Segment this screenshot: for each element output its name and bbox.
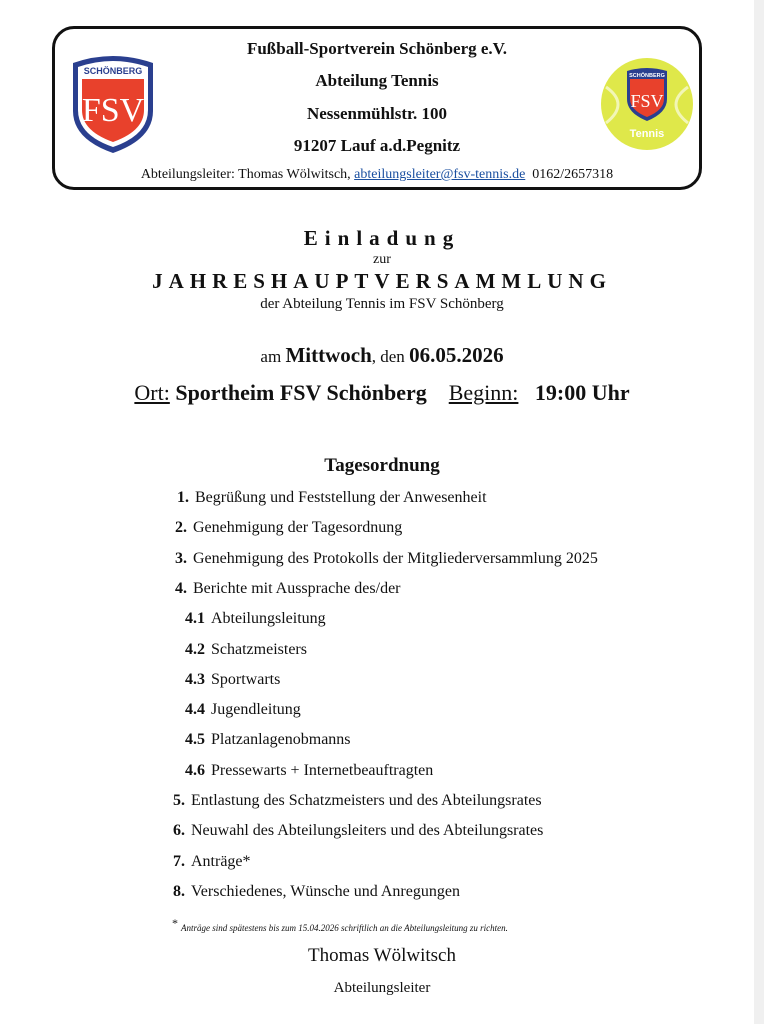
footnote-star: * [172, 916, 178, 930]
agenda-item [175, 550, 598, 568]
agenda-item [185, 731, 351, 749]
agenda-item-text: Genehmigung der Tagesordnung [193, 519, 403, 537]
place-label: Ort: [134, 380, 170, 405]
agenda-item [177, 489, 487, 507]
event-subtitle: der Abteilung Tennis im FSV Schönberg [260, 296, 504, 312]
agenda-item-number: 4.3 [185, 670, 205, 688]
agenda-item [185, 701, 301, 719]
tennis-logo-initials: FSV [630, 91, 664, 111]
contact-line [55, 167, 699, 183]
agenda-item-number: 4.6 [185, 761, 205, 779]
agenda-item-number: 3. [175, 549, 187, 567]
phone-number: 0162/2657318 [532, 167, 614, 182]
department-name: Abteilung Tennis [315, 71, 439, 90]
agenda-item-text: Berichte mit Aussprache des/der [193, 579, 401, 597]
agenda-item-number: 4.4 [185, 701, 205, 719]
agenda-item [175, 580, 401, 598]
agenda-item-text: Verschiedenes, Wünsche und Anregungen [191, 882, 460, 900]
agenda-item-text: Entlastung des Schatzmeisters und des Abteilungsrates [191, 792, 542, 809]
agenda-item-text: Platzanlagenobmanns [211, 731, 351, 749]
agenda-item [173, 853, 251, 871]
start-label: Beginn: [448, 380, 519, 405]
tennis-logo-label: Tennis [629, 128, 665, 140]
date-prefix: am [260, 347, 286, 366]
agenda-item-text: Neuwahl des Abteilungsleiters und des Abteilungsrates [191, 822, 544, 840]
agenda-item-text: Anträge* [191, 852, 251, 870]
agenda-item [185, 641, 307, 659]
signer-name: Thomas Wölwitsch [308, 945, 456, 966]
meeting-weekday: Mittwoch [285, 343, 372, 367]
agenda-item [173, 792, 542, 810]
agenda-item-text: Genehmigung des Protokolls der Mitgliederversammlung 2025 [193, 549, 598, 567]
agenda-item [173, 883, 460, 901]
agenda-item-text: Abteilungsleitung [211, 610, 326, 628]
contact-prefix: Abteilungsleiter: Thomas Wölwitsch, [140, 167, 355, 182]
club-name: Fußball-Sportverein Schönberg e.V. [246, 39, 508, 58]
invitation-zur: zur [373, 252, 391, 267]
agenda-item-number: 6. [173, 822, 185, 840]
tennis-ball-logo [600, 57, 694, 151]
agenda-item-text: Begrüßung und Feststellung der Anwesenheit [195, 489, 487, 506]
footnote-text: Anträge sind spätestens bis zum 15.04.2026 schriftlich an die Abteilungsleitung zu richten. [181, 923, 508, 933]
footnote [172, 916, 508, 933]
agenda-item [185, 610, 326, 628]
signer-role: Abteilungsleiter [333, 980, 431, 996]
agenda-item-number: 4.2 [185, 640, 205, 658]
location-line [0, 380, 764, 406]
agenda-item-text: Pressewarts + Internetbeauftragten [211, 761, 434, 779]
agenda-item-number: 8. [173, 882, 185, 900]
agenda-item [185, 671, 280, 689]
agenda-item-number: 1. [177, 489, 189, 506]
agenda-item [173, 822, 543, 840]
street-address: Nessenmühlstr. 100 [306, 104, 448, 123]
invitation-title: Einladung [303, 226, 461, 250]
meeting-place: Sportheim FSV Schönberg [175, 380, 427, 405]
agenda-item-text: Jugendleitung [211, 701, 301, 719]
date-mid: , den [371, 347, 410, 366]
agenda-item-number: 4.1 [185, 610, 205, 628]
city-address: 91207 Lauf a.d.Pegnitz [293, 136, 461, 155]
start-time: 19:00 Uhr [534, 380, 630, 405]
meeting-date: 06.05.2026 [409, 343, 504, 367]
agenda-item-number: 4.5 [185, 731, 205, 749]
agenda-item-number: 7. [173, 852, 185, 870]
agenda-item-text: Schatzmeisters [211, 640, 307, 658]
agenda-title: Tagesordnung [324, 455, 440, 476]
agenda-item-number: 5. [173, 792, 185, 809]
email-link[interactable]: abteilungsleiter@fsv-tennis.de [354, 167, 526, 182]
page-edge [754, 0, 764, 1024]
meeting-date-line [0, 343, 764, 368]
fsv-logo-top-text: SCHÖNBERG [83, 66, 143, 76]
agenda-item-number: 4. [175, 579, 187, 597]
letterhead-box [52, 26, 702, 190]
agenda-item [185, 762, 433, 780]
event-title: JAHRESHAUPTVERSAMMLUNG [152, 269, 612, 293]
agenda-item-text: Sportwarts [211, 670, 281, 688]
tennis-logo-top-text: SCHÖNBERG [629, 73, 665, 79]
agenda-item [175, 519, 402, 537]
agenda-item-number: 2. [175, 519, 187, 537]
fsv-logo-initials: FSV [81, 92, 145, 129]
